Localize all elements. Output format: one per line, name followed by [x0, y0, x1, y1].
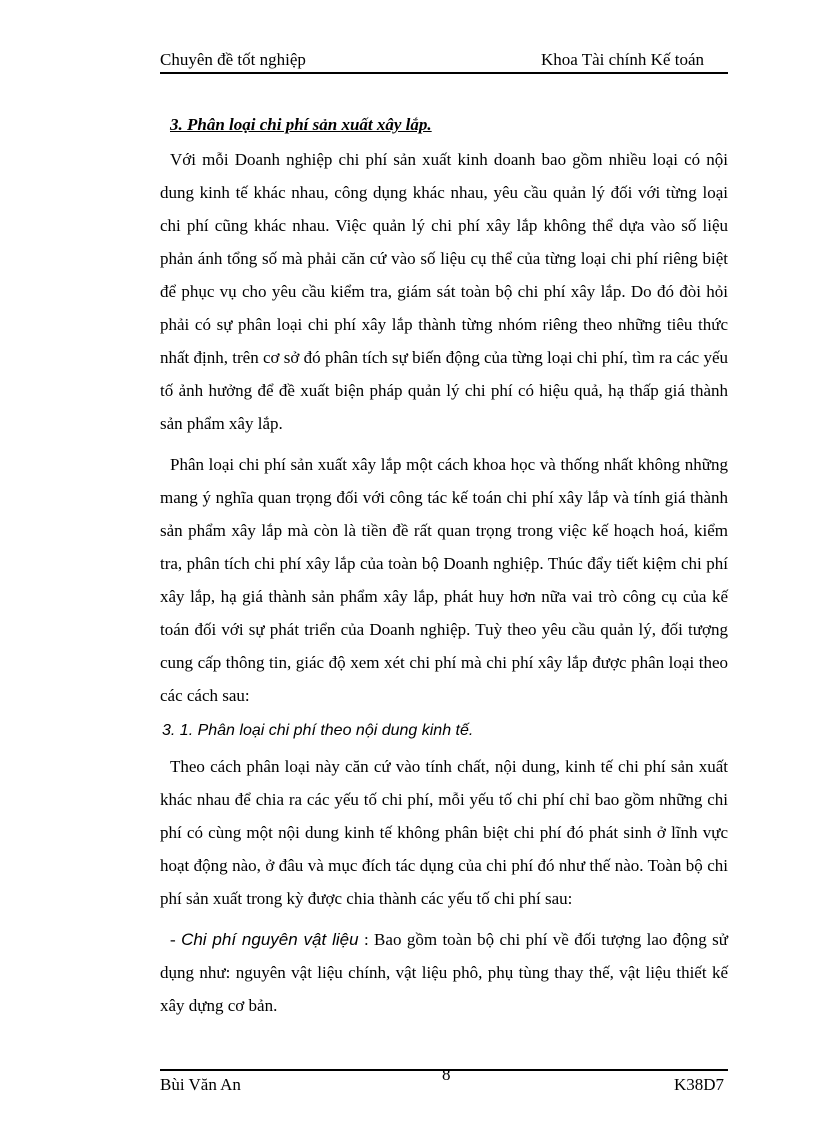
cost-item-text: : Bao gồm toàn bộ chi phí về đối tượng lao động sử dụng như: nguyên vật liệu chính, vật liệu phô, phụ tùng thay thế, vật liệu thiết kế xây dựng cơ bản. [160, 930, 728, 1015]
footer-page-number: 8 [442, 1065, 451, 1084]
section-title: 3. Phân loại chi phí sản xuất xây lắp. [170, 115, 432, 134]
section-paragraph-2: Phân loại chi phí sản xuất xây lắp một cách khoa học và thống nhất không những mang ý nghĩa quan trọng đối với công tác kế toán chi phí xây lắp và tính giá thành sản phẩm xây lắp mà còn là tiền đề rất quan trọng trong việc kế hoạch hoá, kiểm tra, phân tích chi phí xây lắp của toàn bộ Doanh nghiệp. Thúc đẩy tiết kiệm chi phí xây lắp, hạ giá thành sản phẩm xây lắp, phát huy hơn nữa vai trò công cụ của kế toán đối với sự phát triển của Doanh nghiệp. Tuỳ theo yêu cầu quản lý, đối tượng cung cấp thông tin, giác độ xem xét chi phí mà chi phí xây lắp được phân loại theo các cách sau: [160, 455, 728, 705]
footer-author: Bùi Văn An [160, 1075, 241, 1094]
subsection-title: 3. 1. Phân loại chi phí theo nội dung kinh tế. [162, 722, 474, 739]
footer-class-code: K38D7 [673, 1075, 724, 1094]
page-content [160, 106, 728, 1022]
page-header [160, 48, 728, 74]
header-left-text: Chuyên đề tốt nghiệp [160, 50, 306, 69]
subsection-paragraph: Theo cách phân loại này căn cứ vào tính chất, nội dung, kinh tế chi phí sản xuất khác nhau để chia ra các yếu tố chi phí, mỗi yếu tố chi phí chỉ bao gồm những chi phí có cùng một nội dung kinh tế không phân biệt chi phí đó phát sinh ở lĩnh vực hoạt động nào, ở đâu và mục đích tác dụng của chi phí đó như thế nào. Toàn bộ chi phí sản xuất trong kỳ được chia thành các yếu tố chi phí sau: [160, 757, 728, 908]
header-right-text: Khoa Tài chính Kế toán [540, 50, 704, 69]
cost-item [160, 923, 728, 1022]
cost-item-prefix: - [170, 930, 182, 949]
page-footer [160, 1065, 728, 1097]
cost-item-label: Chi phí nguyên vật liệu [181, 930, 359, 949]
section-paragraph-1: Với mỗi Doanh nghiệp chi phí sản xuất kinh doanh bao gồm nhiều loại có nội dung kinh tế khác nhau, công dụng khác nhau, yêu cầu quản lý đối với từng loại chi phí cũng khác nhau. Việc quản lý chi phí xây lắp không thể dựa vào số liệu phản ánh tổng số mà phải căn cứ vào số liệu cụ thể của từng loại chi phí riêng biệt để phục vụ cho yêu cầu kiểm tra, giám sát toàn bộ chi phí xây lắp. Do đó đòi hỏi phải có sự phân loại chi phí xây lắp thành từng nhóm riêng theo những tiêu thức nhất định, trên cơ sở đó phân tích sự biến động của từng loại chi phí, tìm ra các yếu tố ảnh hưởng để đề xuất biện pháp quản lý chi phí có hiệu quả, hạ thấp giá thành sản phẩm xây lắp. [160, 150, 728, 433]
